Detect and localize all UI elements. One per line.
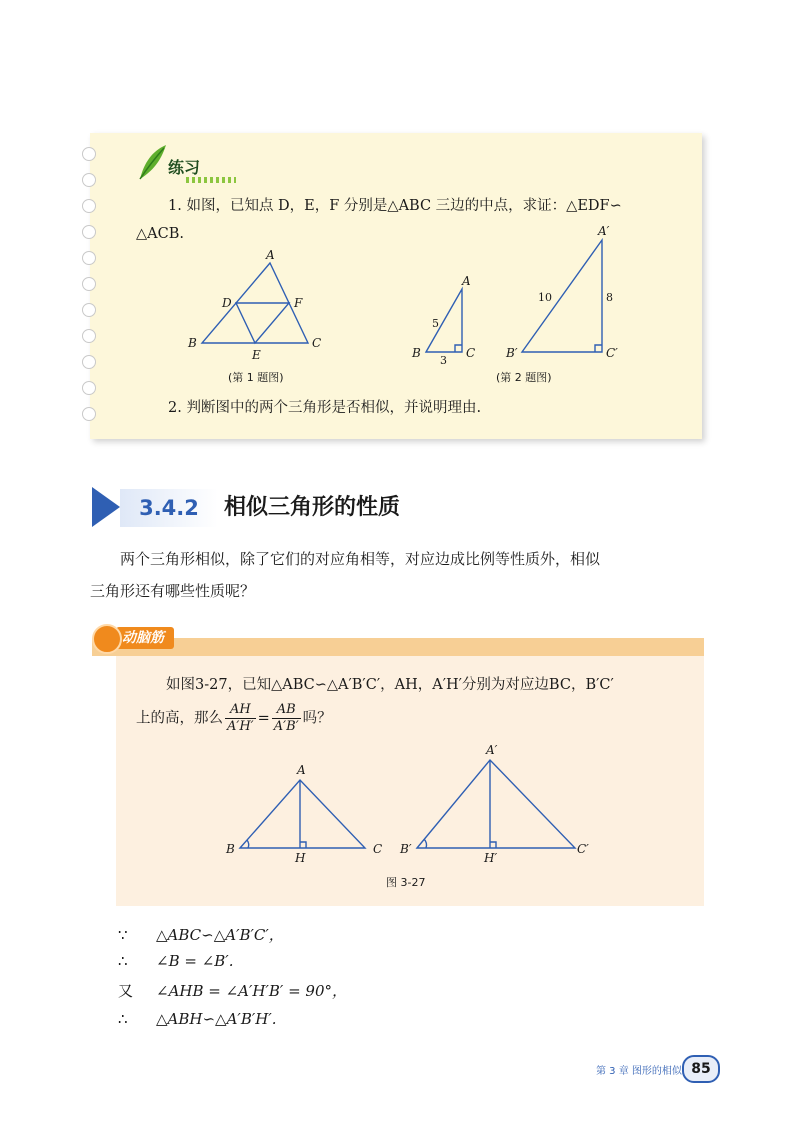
fraction-ab-den: A′B′ xyxy=(273,719,299,734)
binder-ring xyxy=(82,251,96,265)
proof-symbol: ∵ xyxy=(118,926,128,944)
think-header-band xyxy=(92,638,704,656)
binder-ring xyxy=(82,199,96,213)
small-right-angle xyxy=(455,345,462,352)
proof-line-2 xyxy=(118,948,233,974)
label-d: D xyxy=(222,296,232,310)
question-1-line-2: △ACB. xyxy=(136,226,184,242)
label-c: C xyxy=(373,842,383,856)
label-large-a: A′ xyxy=(598,224,610,238)
label-h-prime: H′ xyxy=(484,851,498,865)
binder-ring xyxy=(82,147,96,161)
right-angle-h1 xyxy=(490,842,496,848)
figure-2-caption: (第 2 题图) xyxy=(496,371,552,384)
triangle-a1b1c1 xyxy=(417,760,575,848)
figure-1 xyxy=(186,249,336,389)
binder-ring xyxy=(82,303,96,317)
label-a: A xyxy=(266,249,275,262)
label-e: E xyxy=(252,348,261,362)
label-c-prime: C′ xyxy=(577,842,589,856)
large-right-angle xyxy=(595,345,602,352)
intro-line-2: 三角形还有哪些性质呢？ xyxy=(90,582,256,600)
figure-1-caption: (第 1 题图) xyxy=(228,371,284,384)
proof-symbol: 又 xyxy=(118,982,134,1000)
label-c: C xyxy=(312,336,322,350)
question-1-line-1: 1. 如图，已知点 D，E，F 分别是△ABC 三边的中点，求证：△EDF∽ xyxy=(168,198,622,214)
proof-line-4 xyxy=(118,1006,277,1032)
label-large-b: B′ xyxy=(506,346,518,360)
proof-text: ∠B = ∠B′. xyxy=(156,952,234,970)
label-small-hyp: 5 xyxy=(432,317,439,330)
fraction-ab-num: AB xyxy=(272,702,301,719)
brain-icon xyxy=(92,624,122,654)
proof-text: ∠AHB = ∠A′H′B′ = 90°， xyxy=(156,982,348,1000)
think-line-1: 如图3-27，已知△ABC∽△A′B′C′，AH，A′H′分别为对应边BC，B′C′ xyxy=(166,677,614,693)
label-b-prime: B′ xyxy=(400,842,412,856)
label-large-leg: 8 xyxy=(606,291,613,304)
question-2: 2. 判断图中的两个三角形是否相似，并说明理由. xyxy=(168,400,482,416)
think-badge: 动脑筋 xyxy=(116,627,174,649)
binder-ring xyxy=(82,355,96,369)
proof-symbol: ∴ xyxy=(118,952,128,970)
fraction-ab xyxy=(272,702,301,735)
right-angle-h xyxy=(300,842,306,848)
triangle-def xyxy=(236,303,289,343)
binder-ring xyxy=(82,225,96,239)
label-a: A xyxy=(297,763,306,777)
proof-text: △ABH∽△A′B′H′. xyxy=(156,1010,277,1028)
label-small-a: A xyxy=(462,274,471,288)
figure-2 xyxy=(402,219,630,389)
think-line-2 xyxy=(136,702,332,735)
angle-b-mark xyxy=(247,840,249,848)
label-small-b: B xyxy=(412,346,421,360)
label-b: B xyxy=(188,336,197,350)
label-large-c: C′ xyxy=(606,346,618,360)
label-h: H xyxy=(295,851,306,865)
title-underline xyxy=(186,177,236,183)
section-number: 3.4.2 xyxy=(120,489,218,527)
figure-3-27 xyxy=(220,738,610,898)
label-small-base: 3 xyxy=(440,354,447,367)
binder-ring xyxy=(82,173,96,187)
think-line-2-pre: 上的高，那么 xyxy=(136,710,223,727)
figure-3-27-caption: 图 3-27 xyxy=(386,876,426,889)
large-triangle xyxy=(522,240,602,352)
label-b: B xyxy=(226,842,235,856)
proof-line-3 xyxy=(118,978,347,1004)
fraction-ah xyxy=(225,702,256,735)
angle-b1-mark xyxy=(424,839,426,848)
intro-line-1: 两个三角形相似，除了它们的对应角相等，对应边成比例等性质外，相似 xyxy=(120,550,601,568)
proof-line-1 xyxy=(118,922,284,948)
fraction-ah-den: A′H′ xyxy=(227,719,254,734)
fraction-ah-num: AH xyxy=(225,702,256,719)
practice-title: 练习 xyxy=(168,158,201,177)
label-a-prime: A′ xyxy=(486,743,498,757)
binder-ring xyxy=(82,407,96,421)
proof-symbol: ∴ xyxy=(118,1010,128,1028)
page-number: 85 xyxy=(682,1055,720,1083)
practice-box xyxy=(90,133,702,439)
section-title: 相似三角形的性质 xyxy=(224,495,401,520)
equals-sign: = xyxy=(257,710,270,727)
label-small-c: C xyxy=(466,346,476,360)
leaf-icon xyxy=(136,143,170,183)
proof-text: △ABC∽△A′B′C′， xyxy=(156,926,284,944)
label-large-hyp: 10 xyxy=(538,291,552,304)
binder-ring xyxy=(82,381,96,395)
triangle-abc xyxy=(240,780,365,848)
section-arrow-icon xyxy=(92,487,122,527)
footer-chapter: 第 3 章 图形的相似 xyxy=(596,1066,682,1077)
think-line-2-post: 吗？ xyxy=(302,710,332,727)
binder-ring xyxy=(82,277,96,291)
binder-ring xyxy=(82,329,96,343)
label-f: F xyxy=(294,296,303,310)
